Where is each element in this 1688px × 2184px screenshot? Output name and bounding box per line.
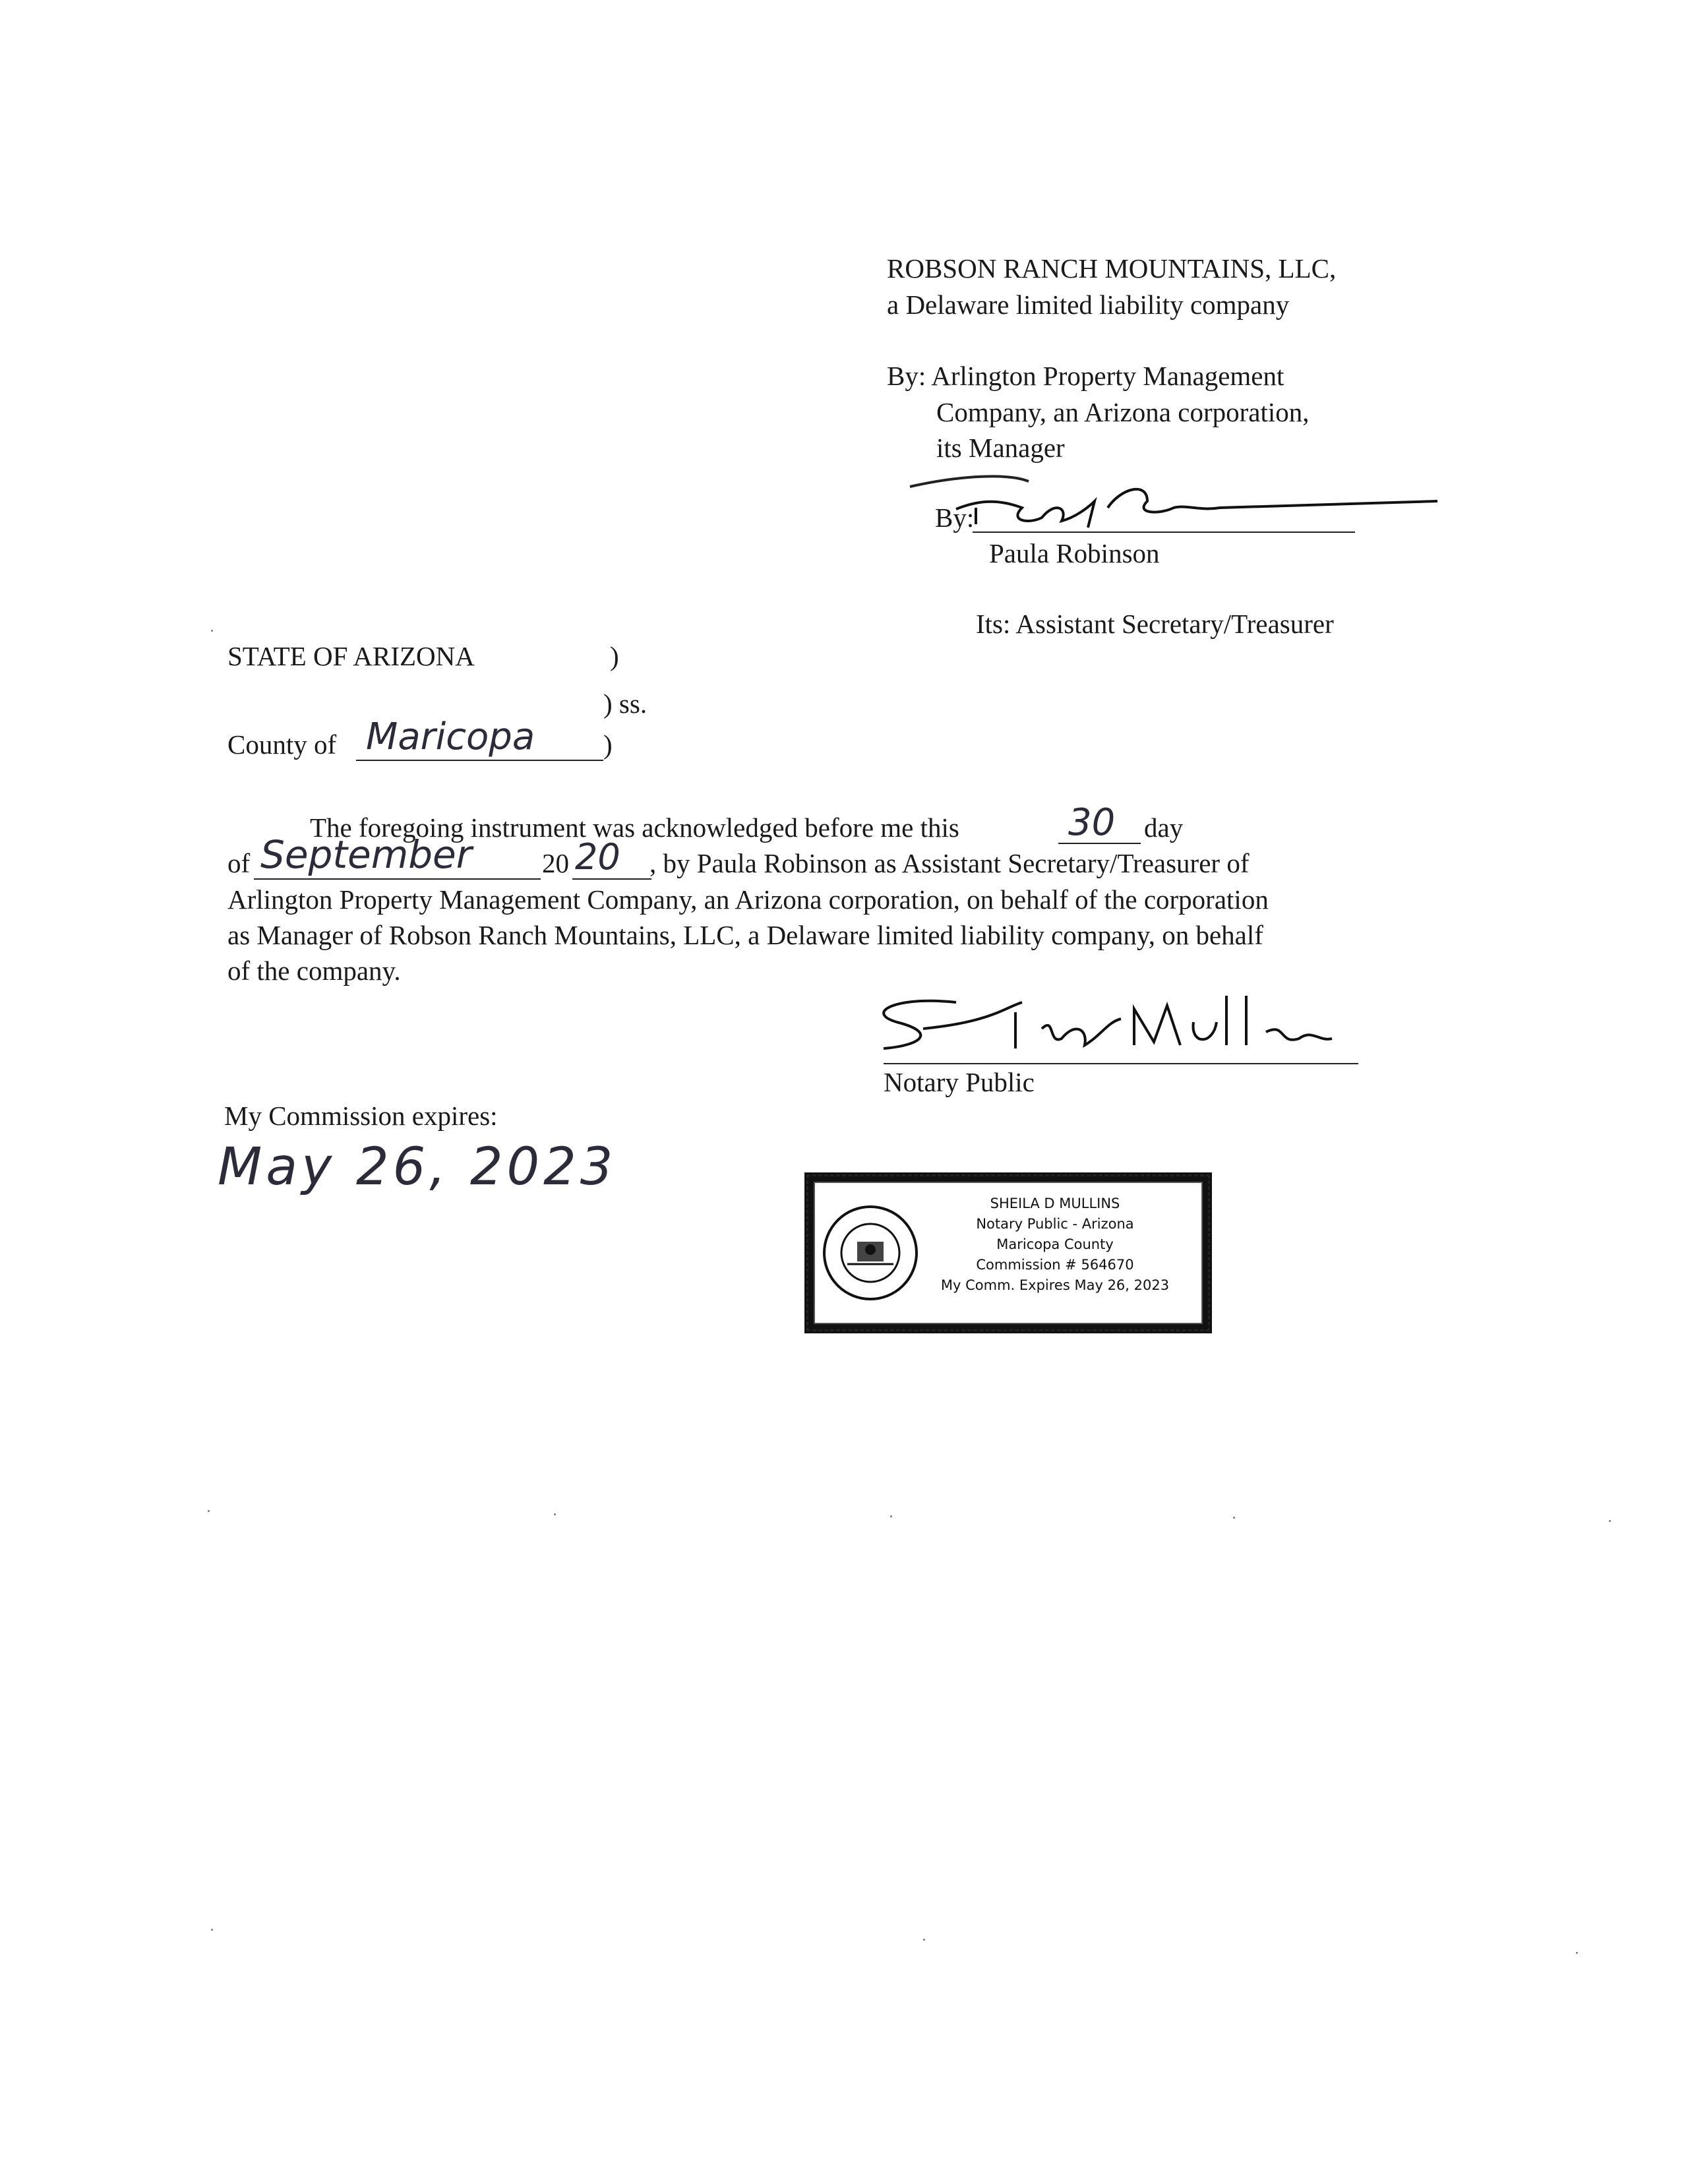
stamp-expires: My Comm. Expires May 26, 2023	[940, 1277, 1170, 1293]
stamp-commission: Commission # 564670	[976, 1257, 1134, 1273]
scan-speck	[211, 630, 213, 632]
stamp-county: Maricopa County	[996, 1236, 1114, 1252]
month-handwritten: September	[260, 832, 472, 877]
by-line-1: By: Arlington Property Management	[887, 361, 1284, 391]
venue-paren-ss: ) ss.	[603, 688, 648, 719]
year-blank-line	[572, 878, 651, 880]
by-line-3: its Manager	[936, 433, 1065, 463]
ack-line-1b: day	[1144, 812, 1184, 843]
commission-expires-handwritten: May 26, 2023	[218, 1138, 617, 1197]
stamp-name: SHEILA D MULLINS	[990, 1196, 1120, 1211]
scan-speck	[923, 1939, 925, 1941]
scan-speck	[211, 1929, 213, 1931]
by-line-2: Company, an Arizona corporation,	[936, 397, 1310, 427]
by-label: By:	[935, 502, 975, 533]
entity-description: a Delaware limited liability company	[887, 289, 1290, 320]
state-label: STATE OF ARIZONA	[227, 641, 475, 671]
scan-speck	[890, 1515, 892, 1517]
of-label: of	[227, 848, 251, 878]
scan-speck	[1609, 1520, 1611, 1522]
ack-line-4: as Manager of Robson Ranch Mountains, LLC, a Delaware limited liability company, on behalf	[227, 920, 1263, 950]
county-label: County of	[227, 729, 337, 760]
signature-sheila-mullins	[857, 983, 1358, 1068]
year-handwritten: 20	[575, 836, 620, 878]
notary-public-label: Notary Public	[884, 1067, 1035, 1097]
ack-line-1a: The foregoing instrument was acknowledged before me this	[310, 812, 959, 843]
signer-title: Its: Assistant Secretary/Treasurer	[976, 609, 1334, 639]
stamp-text	[903, 1194, 1207, 1296]
stamp-title: Notary Public - Arizona	[976, 1216, 1134, 1232]
venue-paren-1: )	[610, 641, 619, 671]
scan-speck	[554, 1513, 556, 1515]
signer-name: Paula Robinson	[989, 538, 1160, 568]
ack-line-5: of the company.	[227, 956, 401, 986]
ack-line-3: Arlington Property Management Company, an Arizona corporation, on behalf of the corporation	[227, 884, 1269, 915]
day-handwritten: 30	[1068, 801, 1116, 844]
scan-speck	[208, 1510, 210, 1512]
venue-paren-3: )	[603, 729, 613, 760]
entity-name: ROBSON RANCH MOUNTAINS, LLC,	[887, 253, 1337, 284]
scan-speck	[1576, 1952, 1578, 1954]
ack-line-2: , by Paula Robinson as Assistant Secretary/Treasurer of	[649, 848, 1250, 878]
scan-speck	[1233, 1517, 1235, 1519]
county-handwritten: Maricopa	[366, 715, 535, 758]
year-prefix: 20	[542, 848, 569, 878]
signature-paula-robinson	[910, 462, 1437, 541]
county-blank-line	[356, 760, 603, 761]
commission-expires-label: My Commission expires:	[224, 1101, 498, 1131]
month-blank-line	[254, 878, 541, 880]
